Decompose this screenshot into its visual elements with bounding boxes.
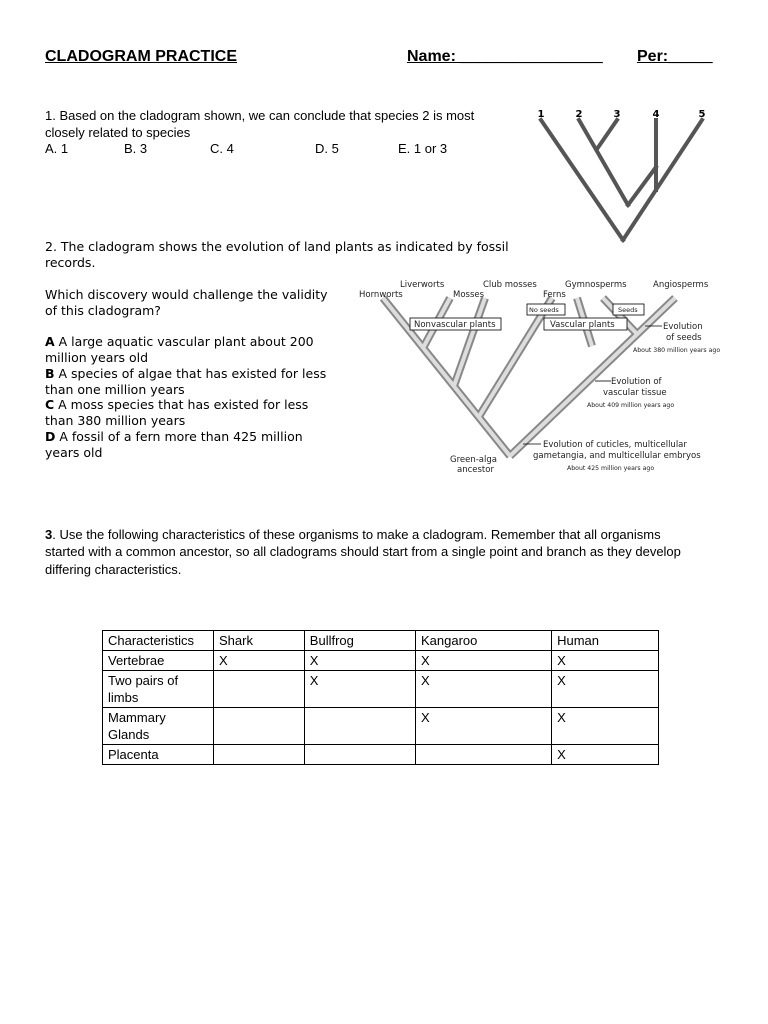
q3-text: . Use the following characteristics of these organisms to make a cladogram. Remember that all organisms <box>52 527 661 542</box>
label-seeds: Seeds <box>618 306 638 314</box>
table-row <box>103 708 659 745</box>
taxon-liverworts: Liverworts <box>400 280 445 290</box>
taxon-club-mosses: Club mosses <box>483 280 537 290</box>
table-cell: X <box>304 671 415 708</box>
table-cell: X <box>552 745 659 765</box>
label-date-cuticles: About 425 million years ago <box>567 465 655 472</box>
table-row <box>103 651 659 671</box>
q2-prompt-line2: of this cladogram? <box>45 303 161 318</box>
label-ancestor-1: Green-alga <box>450 455 497 465</box>
label-evolution-vascular-2: vascular tissue <box>603 388 667 398</box>
row-label-line1: Two pairs of <box>108 673 179 688</box>
table-header-row <box>103 631 659 651</box>
table-cell: X <box>416 651 552 671</box>
q1-choice-c[interactable]: C. 4 <box>210 141 234 156</box>
table-header-cell: Human <box>552 631 659 651</box>
answer-text-cont: than one million years <box>45 381 185 397</box>
taxon-hornworts: Hornworts <box>359 290 403 300</box>
land-plant-cladogram <box>355 276 745 478</box>
table-header-cell: Kangaroo <box>416 631 552 651</box>
answer-text-cont: million years old <box>45 349 149 365</box>
table-header-cell: Bullfrog <box>304 631 415 651</box>
taxon-gymnosperms: Gymnosperms <box>565 280 627 290</box>
answer-letter: D <box>45 429 56 444</box>
row-label <box>103 745 214 765</box>
row-label-line2: Glands <box>108 727 150 742</box>
table-cell: X <box>214 651 305 671</box>
row-label-line1: Vertebrae <box>108 653 165 668</box>
q1-choice-b[interactable]: B. 3 <box>124 141 148 156</box>
label-evolution-cuticles-1: Evolution of cuticles, multicellular <box>543 440 687 450</box>
q1-species-4: 4 <box>652 109 660 120</box>
table-cell: X <box>552 708 659 745</box>
q1-species-1: 1 <box>537 109 545 120</box>
name-field[interactable]: Name: ________________ <box>407 48 603 65</box>
label-date-seeds: About 380 million years ago <box>633 347 721 354</box>
q3-text-line3: differing characteristics. <box>45 562 182 577</box>
table-cell: X <box>552 651 659 671</box>
taxon-mosses: Mosses <box>453 290 485 300</box>
label-vascular: Vascular plants <box>550 320 615 330</box>
row-label-line1: Placenta <box>108 747 159 762</box>
characteristics-table <box>102 630 659 765</box>
period-field[interactable]: Per:_____ <box>637 48 713 65</box>
label-evolution-cuticles-2: gametangia, and multicellular embryos <box>533 451 701 461</box>
table-cell: X <box>416 708 552 745</box>
label-date-vascular: About 409 million years ago <box>587 402 675 409</box>
q2-answer-c[interactable] <box>45 397 308 428</box>
table-cell: X <box>552 671 659 708</box>
table-cell <box>214 708 305 745</box>
row-label-line2: limbs <box>108 690 139 705</box>
label-evolution-seeds-1: Evolution <box>663 322 703 332</box>
answer-text-cont: than 380 million years <box>45 412 186 428</box>
label-ancestor-2: ancestor <box>457 465 494 475</box>
q1-branch-5 <box>623 120 702 240</box>
table-header-cell: Shark <box>214 631 305 651</box>
q3-text-line2: started with a common ancestor, so all cladograms should start from a single point and branch as they develop <box>45 544 681 559</box>
answer-text: A moss species that has existed for less <box>54 397 309 412</box>
q3-text-line1 <box>45 527 661 543</box>
label-no-seeds: No seeds <box>529 306 559 314</box>
q2-intro-line1: 2. The cladogram shows the evolution of land plants as indicated by fossil <box>45 239 509 254</box>
q3-number: 3 <box>45 527 53 542</box>
table-row <box>103 745 659 765</box>
answer-text: A large aquatic vascular plant about 200 <box>54 334 314 349</box>
q2-intro-line2: records. <box>45 255 96 270</box>
q1-species-5: 5 <box>698 109 706 120</box>
table-row <box>103 671 659 708</box>
q1-branch-trunk <box>541 120 623 240</box>
q1-choice-a[interactable]: A. 1 <box>45 141 69 156</box>
q2-answer-a[interactable] <box>45 334 314 365</box>
row-label <box>103 708 214 745</box>
label-evolution-vascular-1: Evolution of <box>611 377 662 387</box>
q2-prompt-line1: Which discovery would challenge the validity <box>45 287 328 302</box>
q1-branch-3 <box>597 120 617 149</box>
q1-species-3: 3 <box>613 109 621 120</box>
answer-text-cont: years old <box>45 444 103 460</box>
answer-letter: C <box>45 397 55 412</box>
table-cell: X <box>416 671 552 708</box>
q2-answer-d[interactable] <box>45 429 303 460</box>
q1-choice-e[interactable]: E. 1 or 3 <box>398 141 448 156</box>
q1-text-line1: 1. Based on the cladogram shown, we can conclude that species 2 is most <box>45 108 475 123</box>
table-cell <box>214 671 305 708</box>
table-cell <box>214 745 305 765</box>
row-label <box>103 671 214 708</box>
q1-choice-d[interactable]: D. 5 <box>315 141 339 156</box>
q1-branch-2 <box>579 120 628 205</box>
worksheet-title: CLADOGRAM PRACTICE <box>45 48 237 65</box>
row-label-line1: Mammary <box>108 710 166 725</box>
taxon-angiosperms: Angiosperms <box>653 280 709 290</box>
answer-text: A species of algae that has existed for less <box>54 366 327 381</box>
row-label <box>103 651 214 671</box>
table-cell <box>416 745 552 765</box>
answer-text: A fossil of a fern more than 425 million <box>55 429 303 444</box>
answer-letter: B <box>45 366 55 381</box>
table-cell: X <box>304 651 415 671</box>
table-cell <box>304 745 415 765</box>
table-header-cell: Characteristics <box>103 631 214 651</box>
q1-cladogram <box>530 105 730 245</box>
q2-answer-b[interactable] <box>45 366 326 397</box>
label-evolution-seeds-2: of seeds <box>666 333 702 343</box>
taxon-ferns: Ferns <box>543 290 566 300</box>
q1-species-2: 2 <box>575 109 583 120</box>
table-cell <box>304 708 415 745</box>
label-nonvascular: Nonvascular plants <box>414 320 496 330</box>
q1-text-line2: closely related to species <box>45 125 191 140</box>
answer-letter: A <box>45 334 55 349</box>
